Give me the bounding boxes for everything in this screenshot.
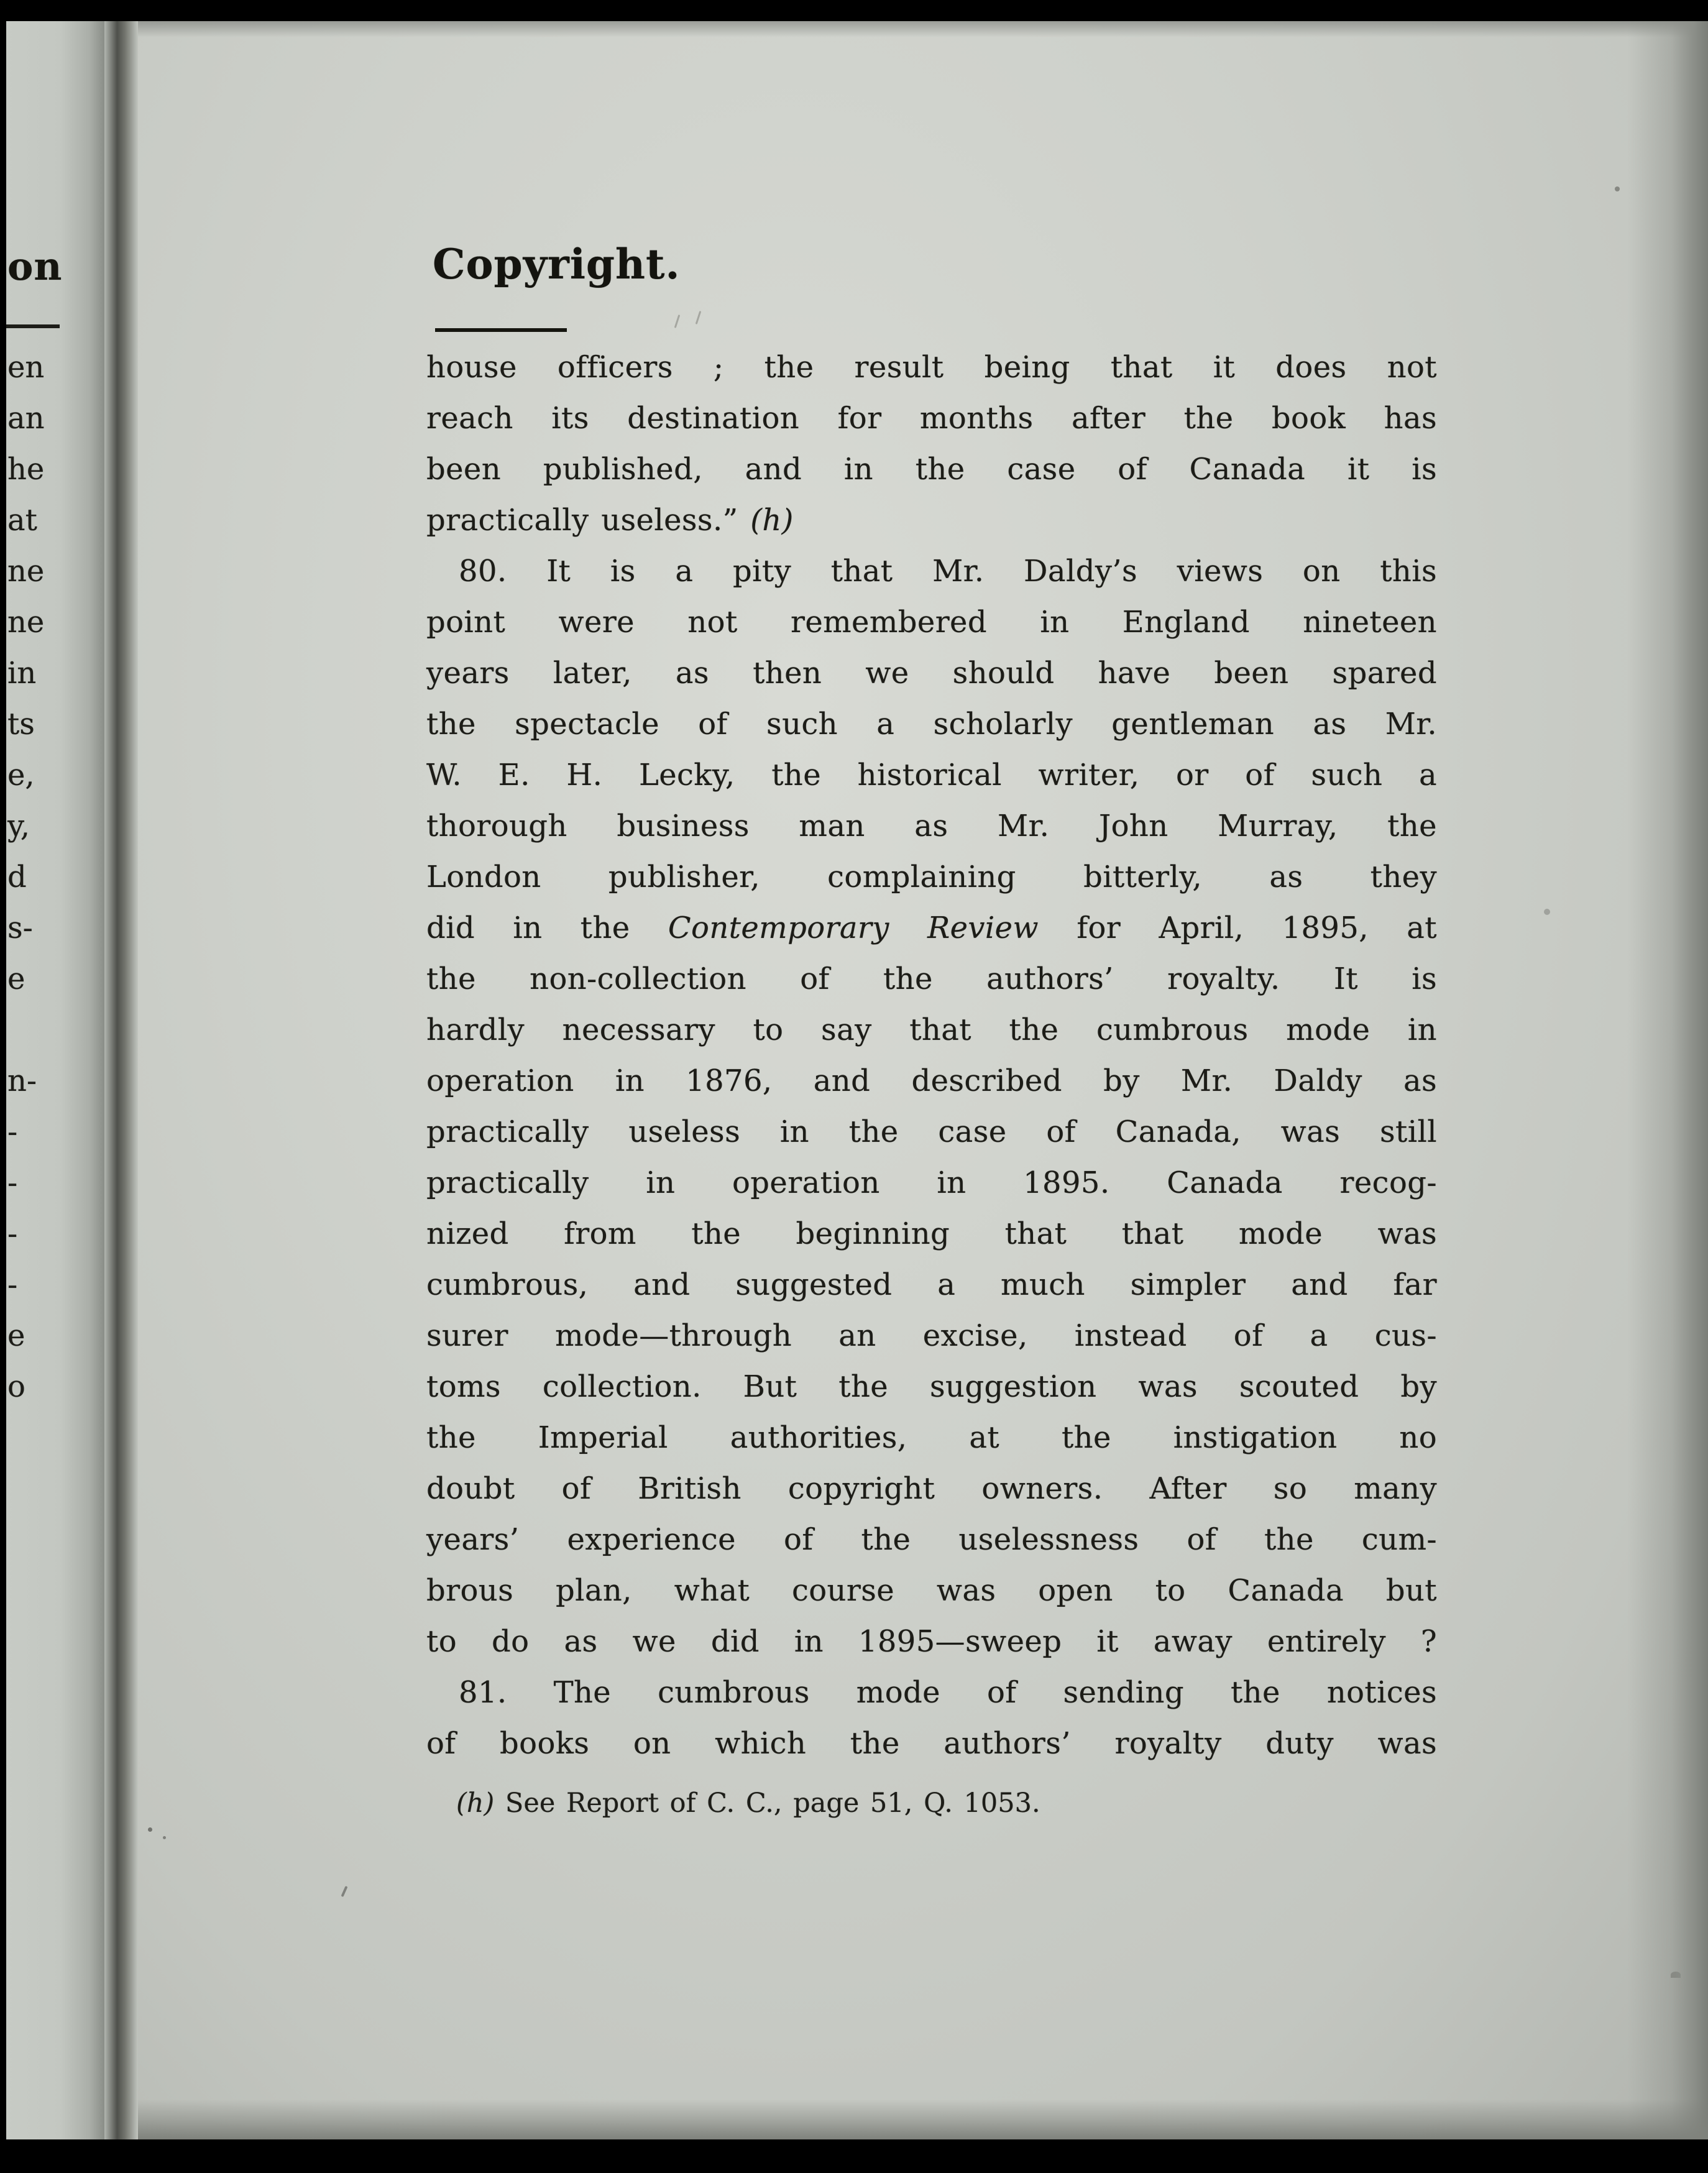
text-line: thorough business man as Mr. John Murray, the [426, 809, 1437, 843]
left-page-text-fragment: ne [7, 554, 45, 589]
left-page-text-fragment: o [7, 1369, 25, 1404]
ink-speck [1544, 909, 1550, 915]
text-line: the non-collection of the authors’ royalty. It is [426, 962, 1437, 996]
ink-speck [1615, 186, 1620, 191]
left-page-text-fragment: an [7, 401, 45, 436]
ink-speck [163, 1836, 166, 1839]
text-line: 80. It is a pity that Mr. Daldy’s views on this [459, 554, 1437, 589]
text-block [426, 342, 1437, 1769]
text-line: of books on which the authors’ royalty duty was [426, 1726, 1437, 1761]
left-page-text-fragment: - [7, 1267, 18, 1302]
text-line: practically useless.” (h) [426, 503, 794, 538]
left-page-text-fragment: e [7, 1318, 25, 1353]
text-line: the spectacle of such a scholarly gentleman as Mr. [426, 707, 1437, 742]
ink-speck [148, 1827, 152, 1832]
left-page-lines [7, 342, 101, 1412]
ink-speck [696, 311, 702, 324]
text-line: point were not remembered in England nineteen [426, 605, 1437, 640]
left-page-text-fragment: in [7, 656, 37, 691]
page-top-shadow [138, 21, 1708, 37]
text-line: brous plan, what course was open to Canada but [426, 1573, 1437, 1608]
text-line: operation in 1876, and described by Mr. Daldy as [426, 1064, 1437, 1098]
text-line: doubt of British copyright owners. After so many [426, 1471, 1437, 1506]
text-line: nized from the beginning that that mode was [426, 1216, 1437, 1251]
left-page-text-fragment: - [7, 1165, 18, 1200]
text-line: hardly necessary to say that the cumbrous mode in [426, 1013, 1437, 1047]
title-underline [435, 328, 567, 332]
text-line: years later, as then we should have been spared [426, 656, 1437, 691]
left-page-text-fragment: s- [7, 911, 33, 945]
left-page-text-fragment: en [7, 350, 45, 385]
left-page-text-fragment: d [7, 860, 27, 894]
scan-top-border [0, 0, 1708, 21]
text-line: W. E. H. Lecky, the historical writer, or of such a [426, 758, 1437, 792]
text-line: surer mode—through an excise, instead of a cus- [426, 1318, 1437, 1353]
text-line: house officers ; the result being that it does not [426, 350, 1437, 385]
left-page-text-fragment: e, [7, 758, 35, 792]
left-page-edge [6, 21, 104, 2139]
footnote: (h) See Report of C. C., page 51, Q. 1053. [456, 1788, 1040, 1819]
left-page-text-fragment: - [7, 1114, 18, 1149]
right-page [138, 21, 1708, 2139]
text-line: cumbrous, and suggested a much simpler and far [426, 1267, 1437, 1302]
left-page-text-fragment [7, 1004, 101, 1055]
page-title: Copyright. [433, 240, 681, 288]
left-page-text-fragment: e [7, 962, 25, 996]
ink-speck [341, 1886, 348, 1897]
text-line: practically in operation in 1895. Canada recog- [426, 1165, 1437, 1200]
left-page-text-fragment: ne [7, 605, 45, 640]
ink-speck [1671, 1972, 1681, 1978]
text-line: reach its destination for months after the book has [426, 401, 1437, 436]
left-page-text-fragment: - [7, 1216, 18, 1251]
left-page-text-fragment: at [7, 503, 37, 538]
left-page-text-fragment: ts [7, 707, 35, 742]
text-line: London publisher, complaining bitterly, as they [426, 860, 1437, 894]
left-page-text-fragment: y, [7, 809, 30, 843]
left-page-header-fragment: on [7, 244, 63, 289]
book-spine-shadow [104, 21, 138, 2139]
text-line: been published, and in the case of Canada it is [426, 452, 1437, 487]
left-page-text-fragment: he [7, 452, 45, 487]
page-right-edge [1627, 21, 1708, 2139]
text-line: did in the Contemporary Review for April, 1895, at [426, 911, 1437, 945]
text-line: years’ experience of the uselessness of the cum- [426, 1522, 1437, 1557]
text-line: to do as we did in 1895—sweep it away entirely ? [426, 1624, 1437, 1659]
ink-speck [674, 315, 681, 328]
scan-bottom-border [0, 2139, 1708, 2173]
text-line: practically useless in the case of Canada, was still [426, 1114, 1437, 1149]
text-line: toms collection. But the suggestion was scouted by [426, 1369, 1437, 1404]
page-bottom-edge [138, 2100, 1708, 2139]
left-page-text-fragment: n- [7, 1064, 37, 1098]
text-line: 81. The cumbrous mode of sending the notices [459, 1675, 1437, 1710]
left-page-rule [6, 324, 60, 328]
text-line: the Imperial authorities, at the instigation no [426, 1420, 1437, 1455]
